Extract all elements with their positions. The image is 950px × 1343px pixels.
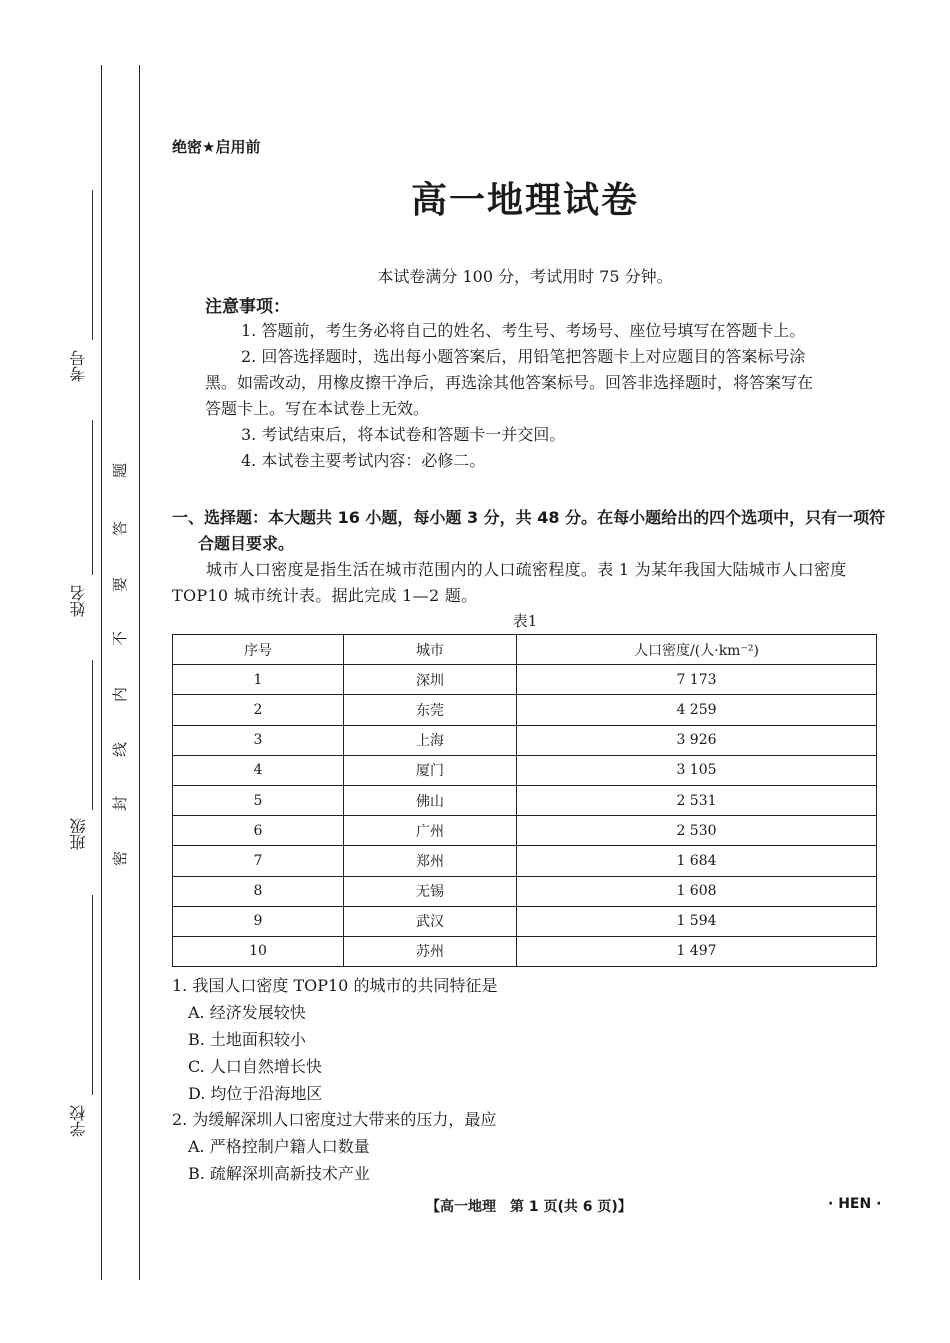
section-heading-line: 合题目要求。 bbox=[198, 534, 295, 553]
seal-char: 要 bbox=[111, 576, 130, 593]
table-cell: 5 bbox=[173, 785, 344, 815]
table-cell: 1 608 bbox=[517, 876, 877, 906]
table-cell: 厦门 bbox=[344, 755, 517, 785]
notice-list bbox=[205, 318, 875, 474]
table-cell: 4 259 bbox=[517, 695, 877, 725]
table-row bbox=[173, 755, 877, 785]
exam-info: 本试卷满分 100 分，考试用时 75 分钟。 bbox=[377, 267, 673, 286]
margin-inner-line bbox=[139, 65, 140, 1280]
notice-item: 3. 考试结束后，将本试卷和答题卡一并交回。 bbox=[241, 425, 566, 444]
table-cell: 深圳 bbox=[344, 665, 517, 695]
notice-item: 4. 本试卷主要考试内容：必修二。 bbox=[241, 451, 486, 470]
table-cell: 3 bbox=[173, 725, 344, 755]
table-header: 序号 bbox=[173, 635, 344, 665]
table-cell: 7 bbox=[173, 846, 344, 876]
notice-item: 2. 回答选择题时，选出每小题答案后，用铅笔把答题卡上对应题目的答案标号涂 bbox=[241, 347, 806, 366]
table-cell: 佛山 bbox=[344, 785, 517, 815]
section-heading-line: 一、选择题：本大题共 16 小题，每小题 3 分，共 48 分。在每小题给出的四个选项中，只有一项符 bbox=[172, 508, 886, 527]
page-title: 高一地理试卷 bbox=[410, 180, 639, 221]
name-blank[interactable] bbox=[92, 420, 93, 575]
table-cell: 2 bbox=[173, 695, 344, 725]
table-row bbox=[173, 936, 877, 966]
question-2-option-b[interactable]: B. 疏解深圳高新技术产业 bbox=[188, 1164, 370, 1183]
table-cell: 1 684 bbox=[517, 846, 877, 876]
table-cell: 2 530 bbox=[517, 816, 877, 846]
section-heading bbox=[172, 505, 887, 557]
table-cell: 郑州 bbox=[344, 846, 517, 876]
notice-item: 黑。如需改动，用橡皮擦干净后，再选涂其他答案标号。回答非选择题时，将答案写在 bbox=[205, 373, 814, 392]
table-row bbox=[173, 725, 877, 755]
table-cell: 苏州 bbox=[344, 936, 517, 966]
table-header-row bbox=[173, 635, 877, 665]
school-blank[interactable] bbox=[92, 895, 93, 1095]
seal-char: 答 bbox=[111, 520, 130, 537]
table-row bbox=[173, 816, 877, 846]
seal-char: 不 bbox=[111, 630, 130, 647]
margin-label-class: 班级 bbox=[68, 818, 88, 850]
seal-char: 题 bbox=[111, 462, 130, 479]
table-row bbox=[173, 695, 877, 725]
table-row bbox=[173, 785, 877, 815]
question-1-stem: 1. 我国人口密度 TOP10 的城市的共同特征是 bbox=[172, 976, 498, 995]
table-cell: 上海 bbox=[344, 725, 517, 755]
margin-label-exam-number: 考号 bbox=[68, 350, 88, 382]
table-header: 人口密度/(人·km⁻²) bbox=[517, 635, 877, 665]
question-1-option-d[interactable]: D. 均位于沿海地区 bbox=[188, 1084, 323, 1103]
table-caption: 表1 bbox=[512, 612, 538, 630]
notice-item: 答题卡上。写在本试卷上无效。 bbox=[205, 399, 430, 418]
question-2-stem: 2. 为缓解深圳人口密度过大带来的压力，最应 bbox=[172, 1110, 497, 1129]
table-cell: 无锡 bbox=[344, 876, 517, 906]
question-1-option-a[interactable]: A. 经济发展较快 bbox=[188, 1003, 306, 1022]
table-row bbox=[173, 906, 877, 936]
table-cell: 1 bbox=[173, 665, 344, 695]
seal-char: 内 bbox=[111, 686, 130, 703]
table-cell: 4 bbox=[173, 755, 344, 785]
table-cell: 3 926 bbox=[517, 725, 877, 755]
population-density-table bbox=[172, 634, 877, 967]
margin-label-name: 姓名 bbox=[68, 585, 88, 617]
question-2-option-a[interactable]: A. 严格控制户籍人口数量 bbox=[188, 1137, 370, 1156]
table-cell: 2 531 bbox=[517, 785, 877, 815]
table-cell: 6 bbox=[173, 816, 344, 846]
page-footer: 【高一地理 第 1 页(共 6 页)】 bbox=[426, 1199, 632, 1215]
table-cell: 8 bbox=[173, 876, 344, 906]
table-cell: 9 bbox=[173, 906, 344, 936]
notice-heading: 注意事项： bbox=[205, 297, 290, 317]
table-cell: 10 bbox=[173, 936, 344, 966]
table-row bbox=[173, 876, 877, 906]
table-row bbox=[173, 846, 877, 876]
seal-char: 线 bbox=[111, 741, 130, 758]
table-cell: 广州 bbox=[344, 816, 517, 846]
table-cell: 3 105 bbox=[517, 755, 877, 785]
question-1-option-c[interactable]: C. 人口自然增长快 bbox=[188, 1057, 322, 1076]
table-cell: 武汉 bbox=[344, 906, 517, 936]
paper-code: · HEN · bbox=[828, 1196, 882, 1212]
notice-item: 1. 答题前，考生务必将自己的姓名、考生号、考场号、座位号填写在答题卡上。 bbox=[241, 321, 806, 340]
class-blank[interactable] bbox=[92, 660, 93, 810]
seal-char: 密 bbox=[111, 850, 130, 867]
table-row bbox=[173, 665, 877, 695]
table-cell: 1 497 bbox=[517, 936, 877, 966]
table-cell: 1 594 bbox=[517, 906, 877, 936]
margin-label-school: 学校 bbox=[68, 1105, 88, 1137]
question-intro: 城市人口密度是指生活在城市范围内的人口疏密程度。表 1 为某年我国大陆城市人口密度 TOP10 城市统计表。据此完成 1—2 题。 bbox=[172, 560, 847, 605]
secret-mark: 绝密★启用前 bbox=[172, 138, 261, 156]
question-1-option-b[interactable]: B. 土地面积较小 bbox=[188, 1030, 306, 1049]
table-cell: 东莞 bbox=[344, 695, 517, 725]
table-cell: 7 173 bbox=[517, 665, 877, 695]
seal-char: 封 bbox=[111, 795, 130, 812]
table-header: 城市 bbox=[344, 635, 517, 665]
margin-outer-line bbox=[101, 65, 102, 1280]
